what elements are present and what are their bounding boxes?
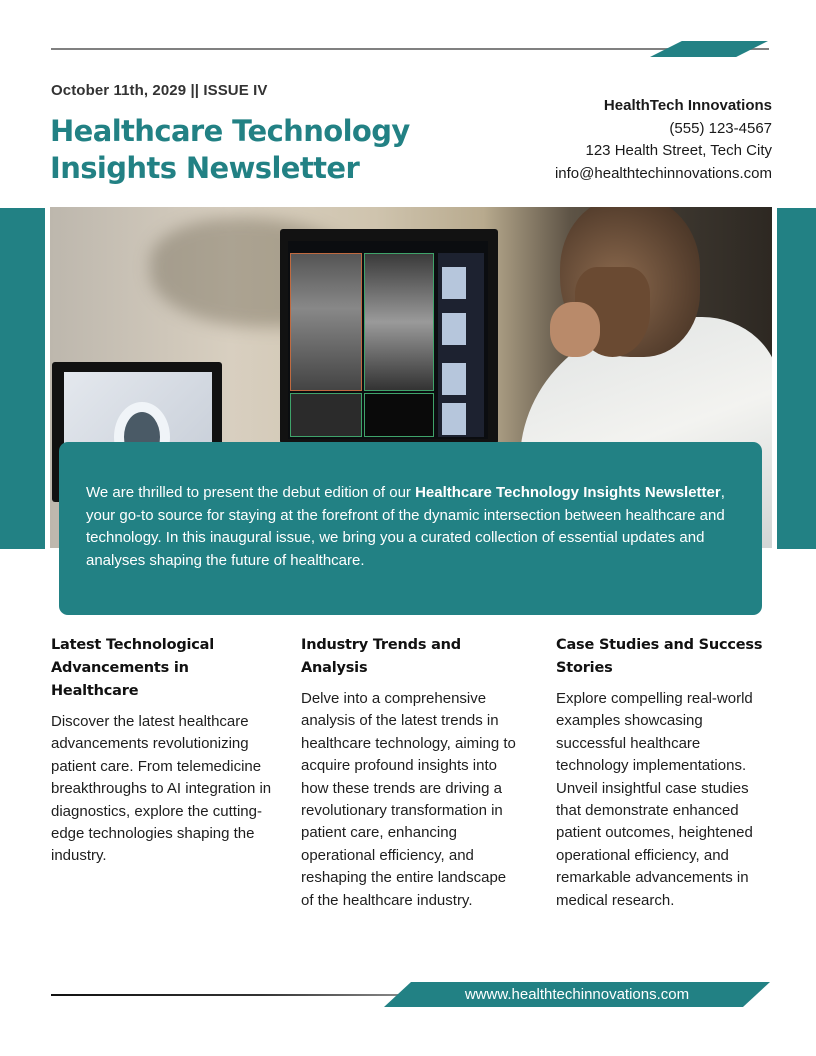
column-heading: Industry Trends and Analysis [301,637,461,676]
issue-date-line: October 11th, 2029 || ISSUE IV [51,82,268,99]
top-divider [51,48,769,50]
scan-pane [290,393,362,437]
article-column-trends [301,634,519,912]
intro-text-bold: Healthcare Technology Insights Newsletter [415,484,721,501]
bottom-divider [51,994,401,996]
thumbnail-strip [438,253,484,437]
mri-viewer-screen [288,241,488,439]
column-body: Discover the latest healthcare advancements revolutionizing patient care. From telemedicine breakthroughs to AI integration in diagnostics, explore the cutting-edge technologies shaping the industry. [51,713,272,865]
intro-text-start: We are thrilled to present the debut edition of our [86,484,416,501]
thumbnail [442,313,466,345]
main-monitor [280,229,498,444]
column-heading: Latest Technological Advancements in Healthcare [51,637,215,699]
scan-pane [364,393,434,437]
thumbnail [442,363,466,395]
column-body: Explore compelling real-world examples showcasing successful healthcare technology implementations. Unveil insightful case studies that demonstrate enhanced patient outcomes, heightened operational efficiency, and remarkable advancements in medical research. [556,690,753,909]
column-heading: Case Studies and Success Stories [556,637,763,676]
contact-address: 123 Health Street, Tech City [585,142,772,159]
article-column-case-studies [556,634,768,912]
footer-website-link[interactable]: wwww.healthtechinnovations.com [464,986,690,1003]
contact-email[interactable]: info@healthtechinnovations.com [554,164,772,182]
scan-pane [364,253,434,391]
doctor-hand [550,302,600,357]
right-accent-bar [777,208,816,549]
intro-panel [59,442,762,615]
left-accent-bar [0,208,45,549]
contact-phone: (555) 123-4567 [669,119,772,137]
column-body: Delve into a comprehensive analysis of the latest trends in healthcare technology, aiming to acquire profound insights into how these trends are driving a revolutionary transformation in patient care, enhancing operational efficiency, and reshaping the entire landscape of the healthcare industry. [301,690,516,909]
scan-pane [290,253,362,391]
intro-text [86,482,741,572]
title-line-1: Healthcare Technology [50,114,410,148]
newsletter-title [50,113,470,187]
title-line-2: Insights Newsletter [50,151,360,185]
organization-name: HealthTech Innovations [603,97,772,114]
article-column-advancements [51,634,273,868]
thumbnail [442,403,466,435]
thumbnail [442,267,466,299]
intro-text-end: , your go-to source for staying at the forefront of the dynamic intersection between healthcare and technology. In this inaugural issue, we bring you a curated collection of essential updates and analyses shaping the future of healthcare. [86,484,725,569]
contact-block [555,95,772,185]
top-accent-shape [650,41,768,57]
